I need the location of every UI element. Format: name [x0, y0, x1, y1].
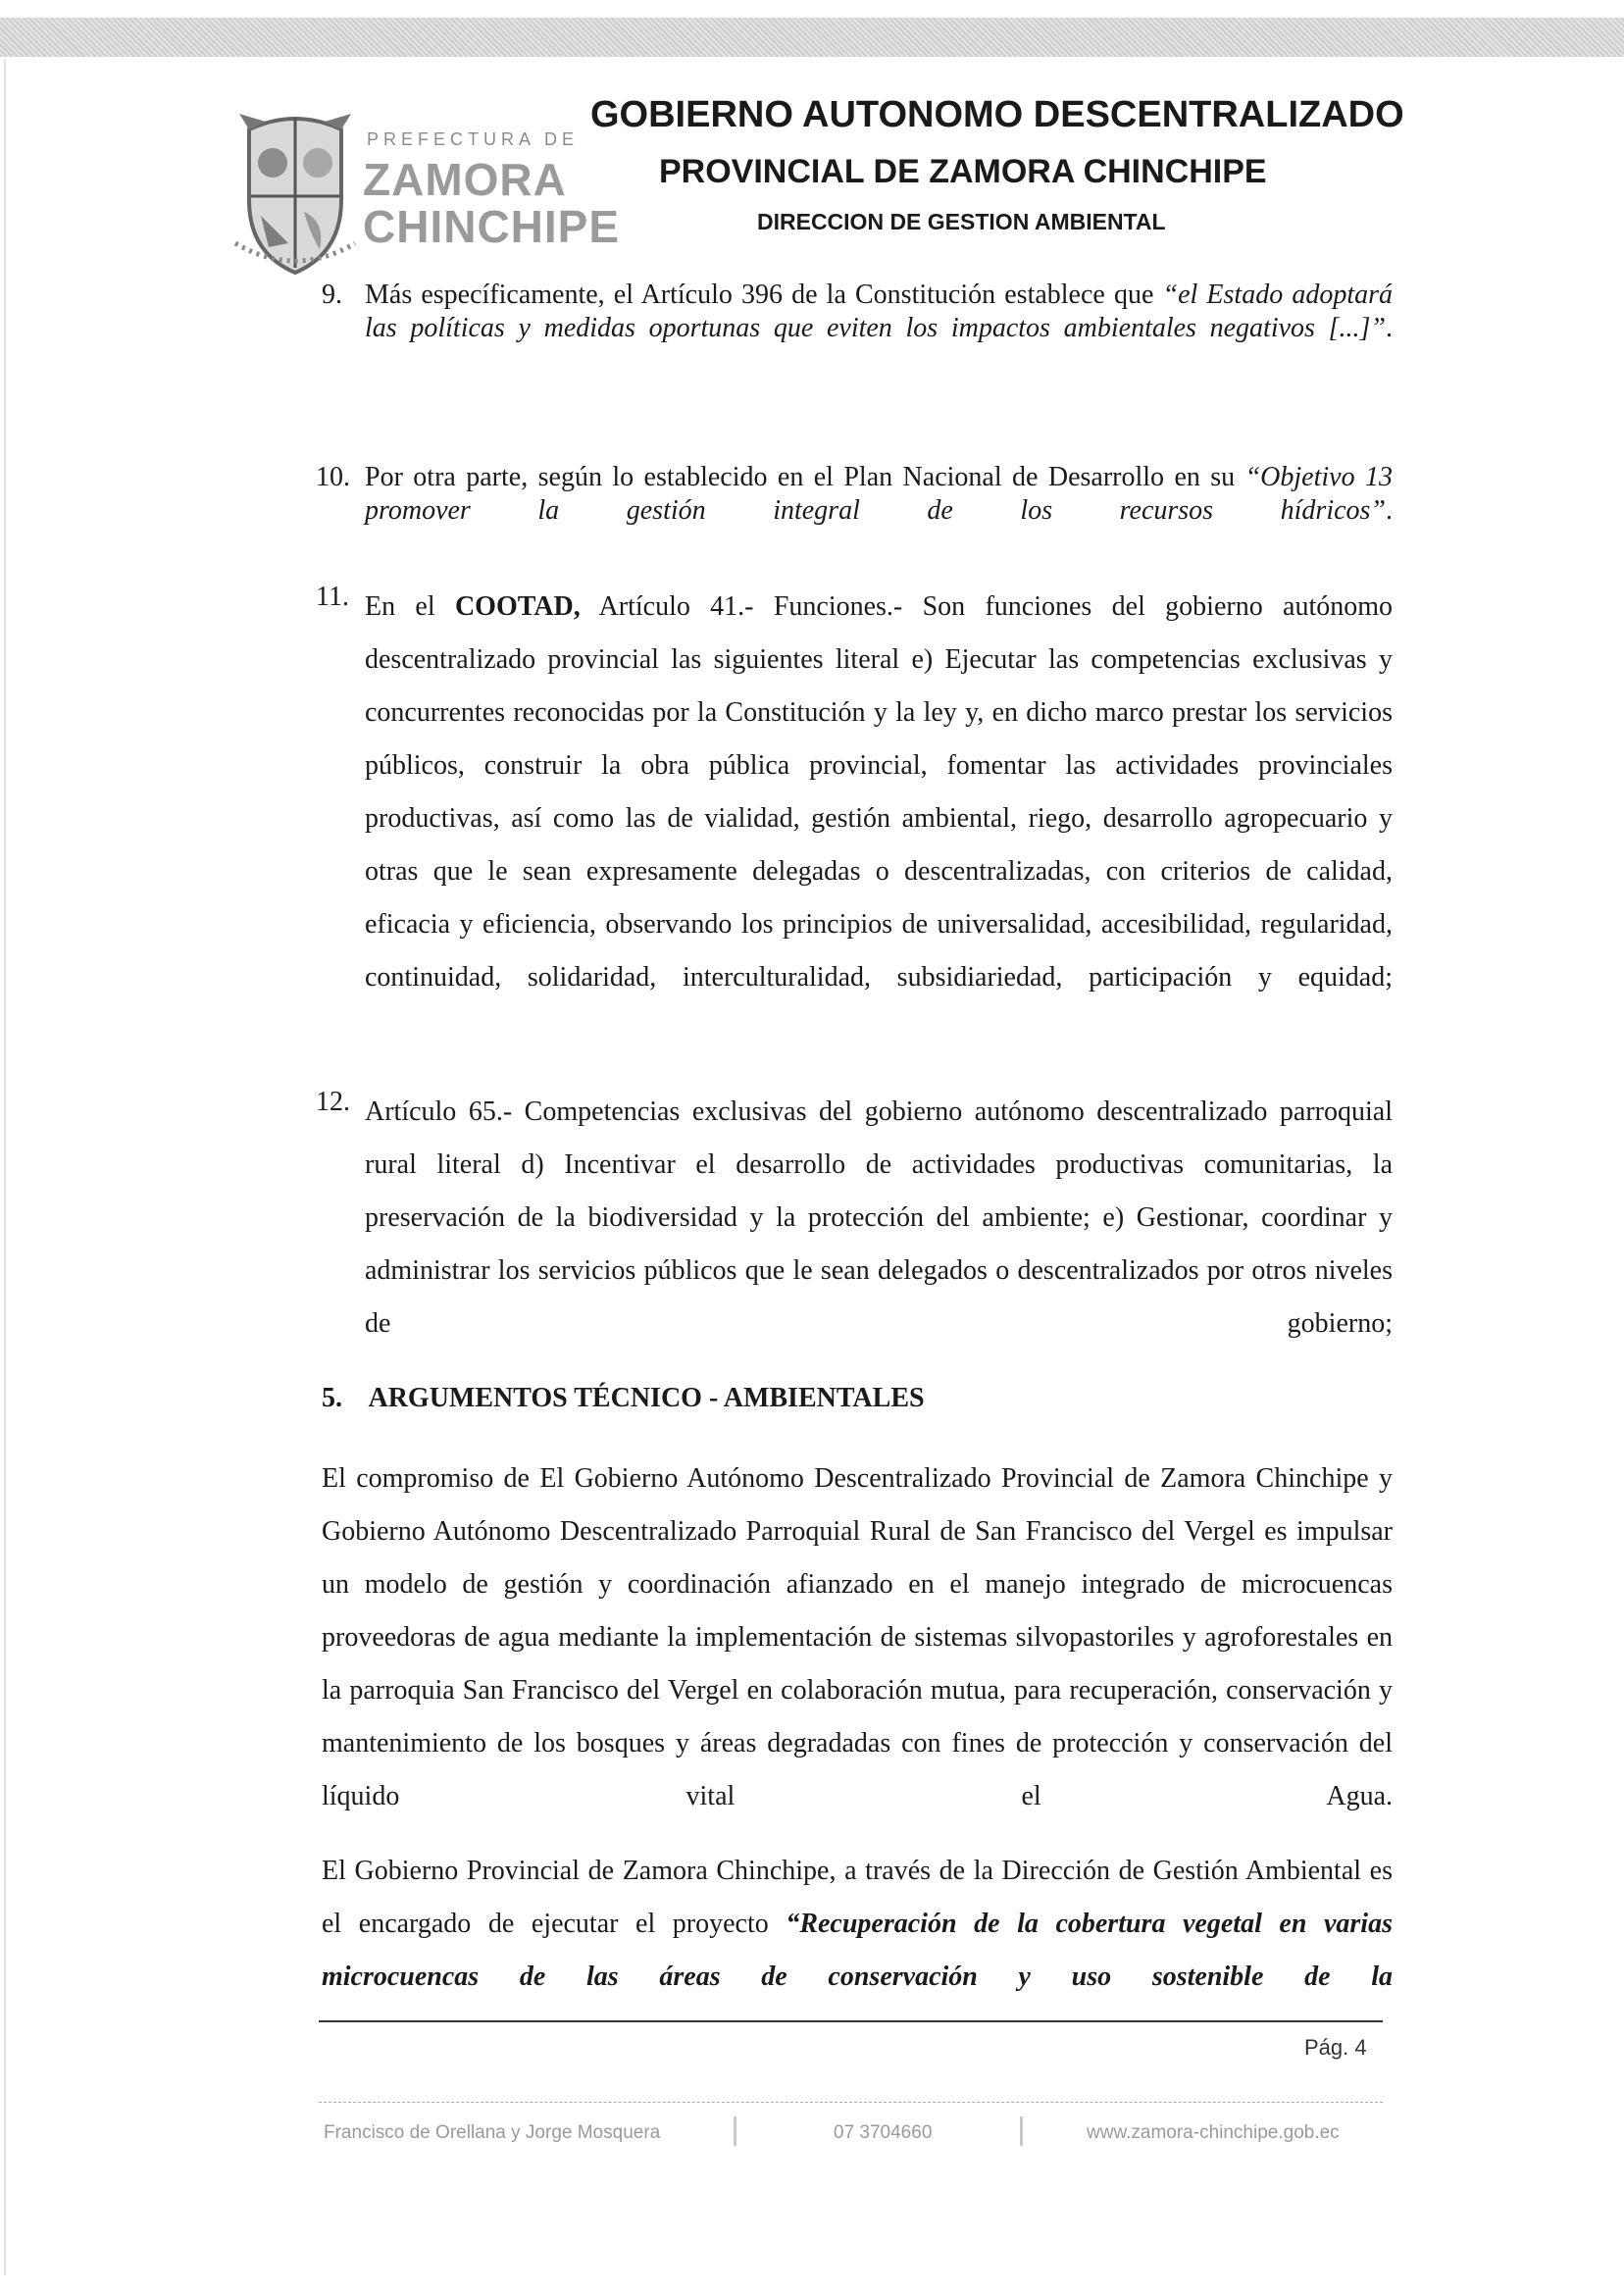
item-number: 11. — [316, 582, 349, 612]
prefecture-logo — [231, 106, 621, 282]
logo-line-1: ZAMORA — [363, 154, 567, 205]
section-heading — [322, 1383, 925, 1414]
footer-address: Francisco de Orellana y Jorge Mosquera — [324, 2122, 661, 2143]
item-bold-term: COOTAD, — [454, 591, 581, 622]
item-text: Más específicamente, el Artículo 396 de la Constitución establece que — [365, 280, 1163, 310]
logo-line-2: CHINCHIPE — [363, 201, 621, 252]
item-text: Por otra parte, según lo establecido en el Plan Nacional de Desarrollo en su — [365, 462, 1245, 492]
item-text: Artículo 65.- Competencias exclusivas del gobierno autónomo descentralizado parroquial rural literal d) Incentivar el desarrollo de actividades productivas comunitarias, la preservación de la biodiversidad y la protección del ambiente; e) Gestionar, coordinar y administrar los servicios públicos que le sean delegados o descentralizados por otros niveles de gobierno; — [365, 1096, 1393, 1339]
item-quote: “el Estado adoptará las políticas y medidas oportunas que eviten los impactos ambientales negativos [...]” — [365, 280, 1393, 343]
section-title: ARGUMENTOS TÉCNICO - AMBIENTALES — [368, 1383, 925, 1413]
coat-of-arms-icon — [231, 106, 359, 278]
page-number: Pág. 4 — [1304, 2035, 1367, 2060]
item-quote: “Objetivo 13 promover la gestión integral de los recursos hídricos” — [365, 462, 1393, 526]
section-number: 5. — [322, 1383, 342, 1413]
logo-prefix: PREFECTURA DE — [367, 129, 580, 149]
item-text-end: . — [1386, 495, 1393, 526]
footer-phone: 07 3704660 — [834, 2122, 933, 2143]
item-number: 9. — [322, 280, 342, 310]
footer-rule — [319, 2020, 1383, 2022]
header-subtitle: PROVINCIAL DE ZAMORA CHINCHIPE — [659, 153, 1267, 190]
item-text-end: . — [1386, 313, 1393, 343]
paragraph-text: El compromiso de El Gobierno Autónomo Descentralizado Provincial de Zamora Chinchipe y Gobierno Autónomo Descentralizado Parroquial Rural de San Francisco del Vergel es impulsar un modelo de gestión y coordinación afianzado en el manejo integrado de microcuencas proveedoras de agua mediante la implementación de sistemas silvopastoriles y agroforestales en la parroquia San Francisco del Vergel en colaboración mutua, para recuperación, conservación y mantenimiento de los bosques y áreas degradadas con fines de protección y conservación del líquido vital el Agua. — [322, 1463, 1393, 1811]
project-title: “Recuperación de la cobertura vegetal en varias microcuencas de las áreas de conservación y uso sostenible de la — [322, 1909, 1393, 1992]
item-text-end: Artículo 41.- Funciones.- Son funciones del gobierno autónomo descentralizado provincial las siguientes literal e) Ejecutar las competencias exclusivas y concurrentes reconocidas por la Constitución y la ley y, en dicho marco prestar los servicios públicos, construir la obra pública provincial, fomentar las actividades provinciales productivas, así como las de vialidad, gestión ambiental, riego, desarrollo agropecuario y otras que le sean expresamente delegadas o descentralizadas, con criterios de calidad, eficacia y eficiencia, observando los principios de universalidad, accesibilidad, regularidad, continuidad, solidaridad, interculturalidad, subsidiariedad, participación y equidad; — [365, 591, 1394, 993]
header-title: GOBIERNO AUTONOMO DESCENTRALIZADO — [590, 94, 1404, 135]
footer-separator — [734, 2116, 736, 2146]
item-number: 10. — [316, 462, 350, 492]
scan-left-edge — [4, 59, 6, 2275]
scan-border-band — [0, 18, 1624, 57]
header-department: DIRECCION DE GESTION AMBIENTAL — [757, 209, 1166, 234]
footer-divider — [319, 2102, 1383, 2103]
footer-separator — [1020, 2116, 1023, 2146]
item-text: En el — [365, 591, 455, 622]
footer-website: www.zamora-chinchipe.gob.ec — [1087, 2122, 1340, 2143]
paragraph-text: El Gobierno Provincial de Zamora Chinchipe, a través de la Dirección de Gestión Ambiental es el encargado de ejecutar el proyecto — [322, 1856, 1393, 1939]
paragraph — [322, 1845, 1393, 2004]
item-number: 12. — [316, 1087, 350, 1117]
paragraph — [322, 1453, 1393, 1823]
